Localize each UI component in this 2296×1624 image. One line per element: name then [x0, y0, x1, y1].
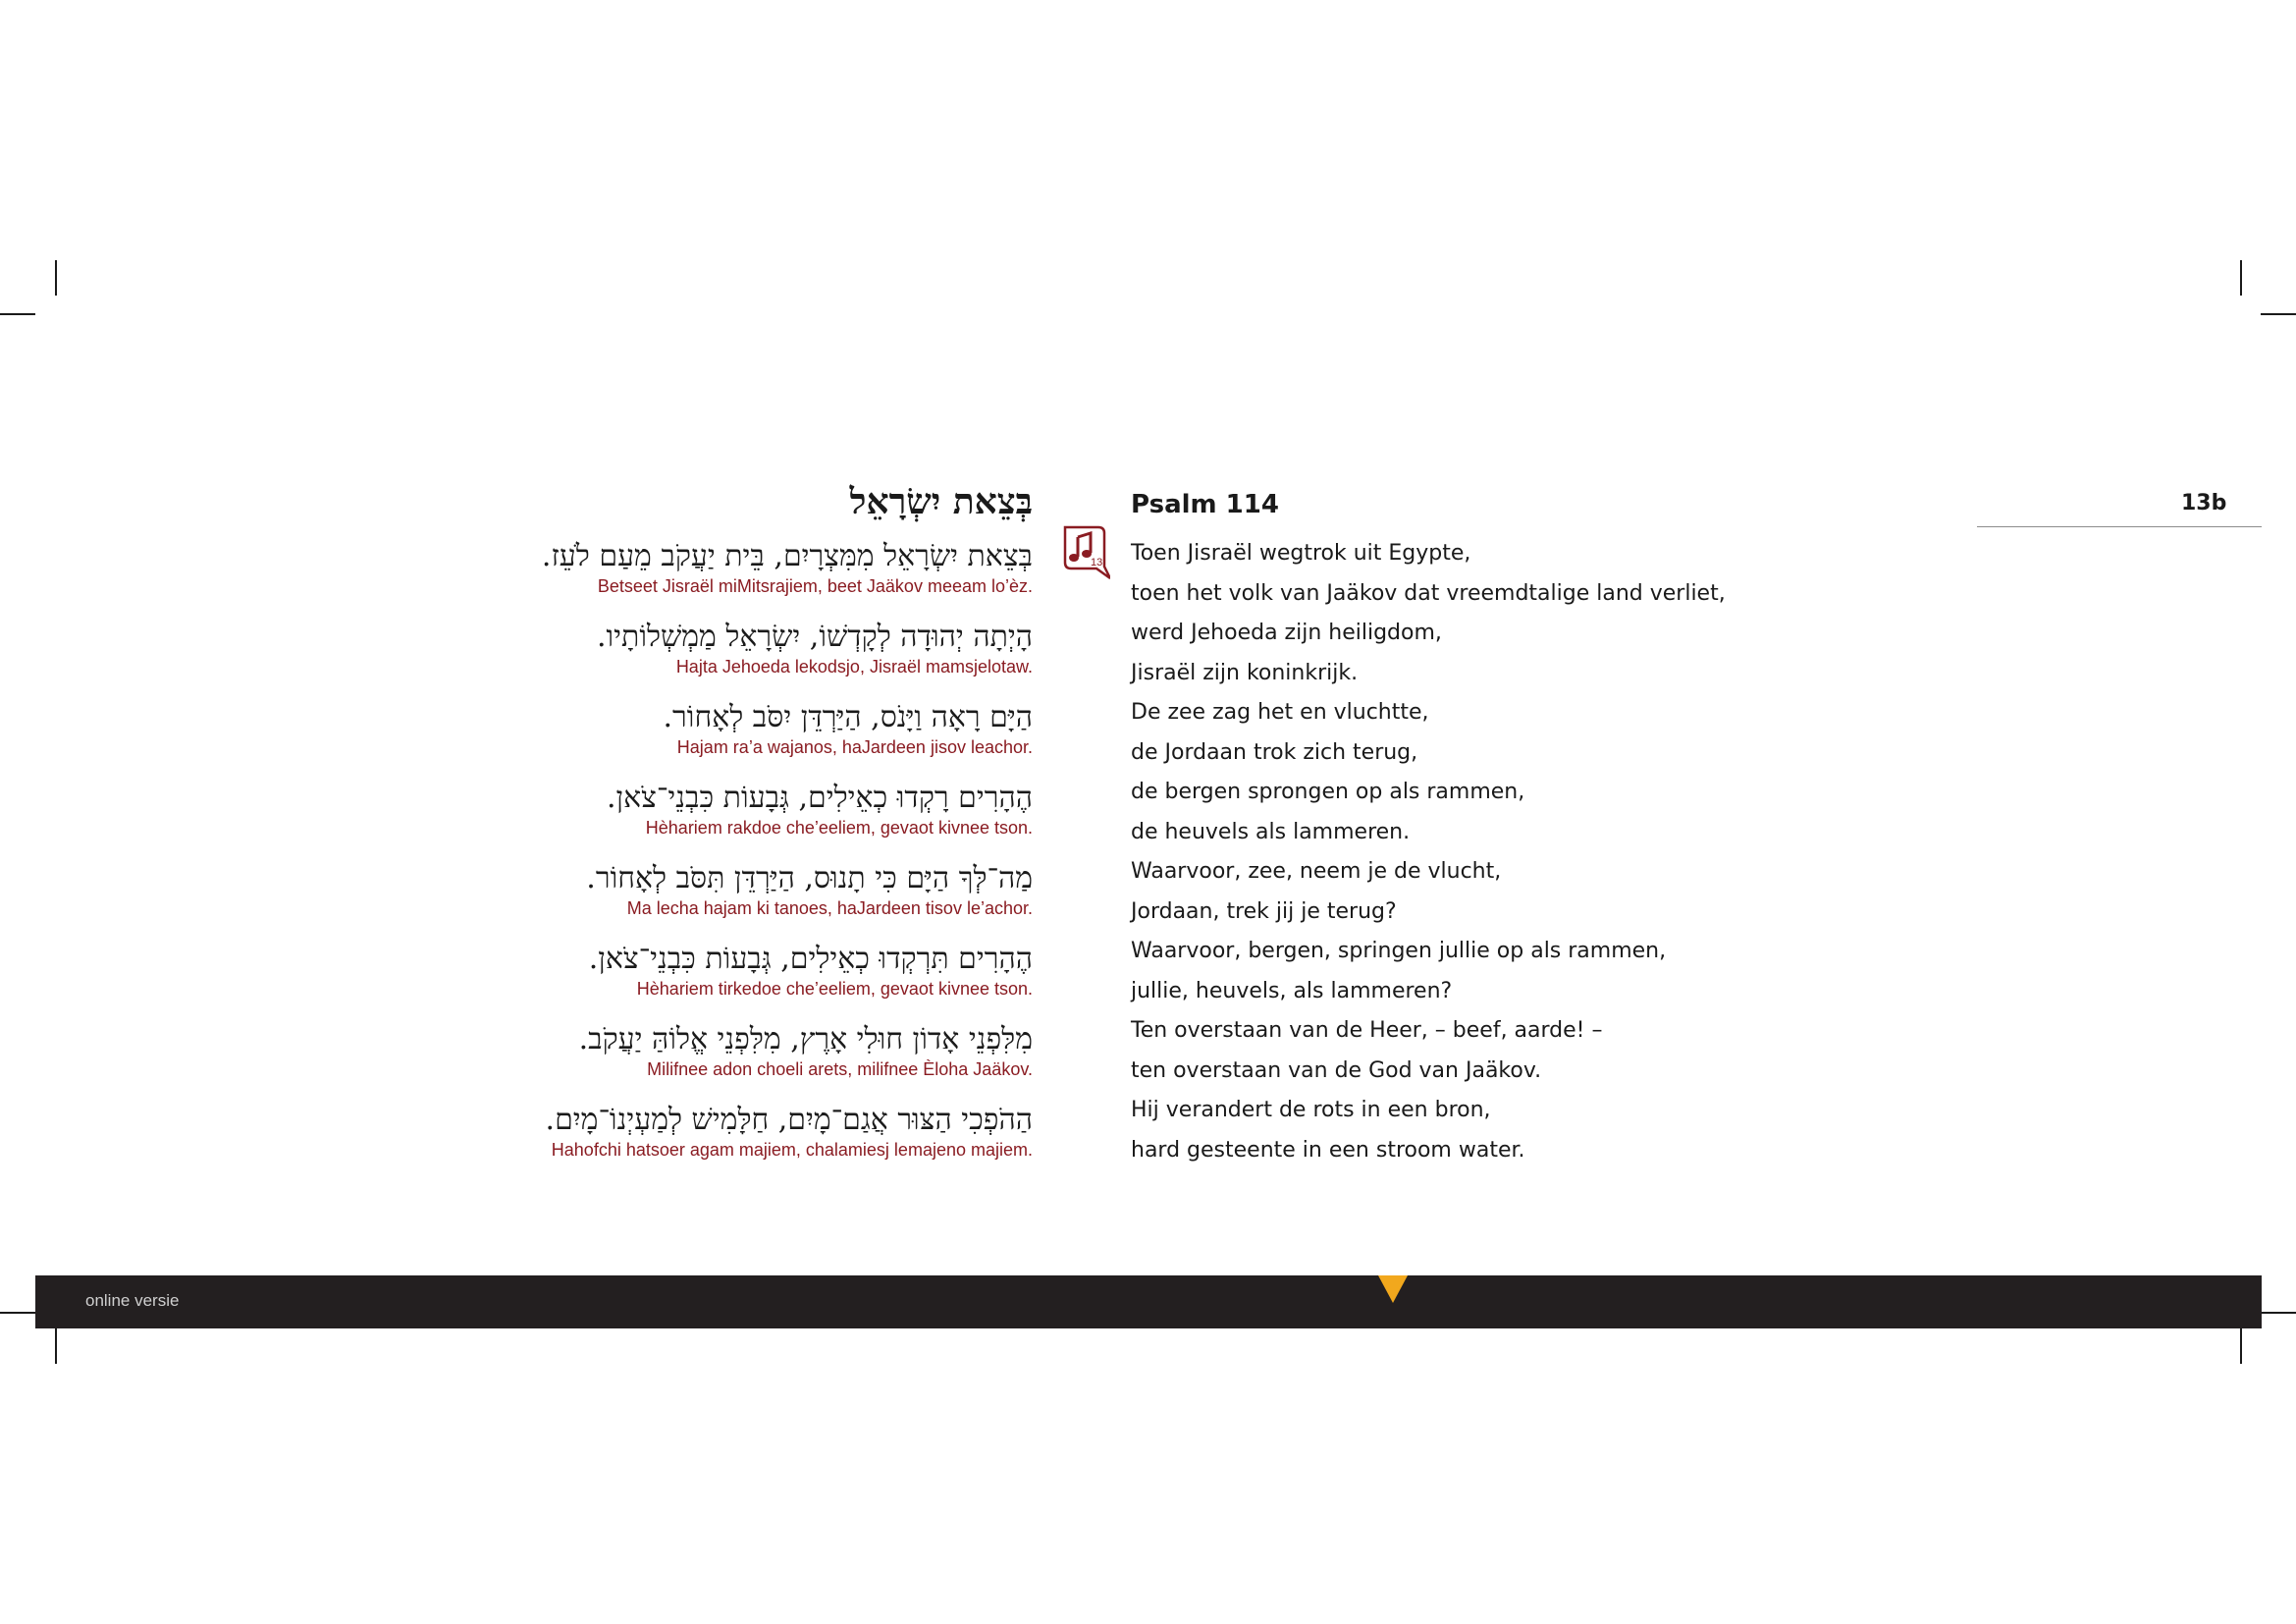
verse [412, 1102, 1033, 1161]
crop-mark [0, 313, 35, 315]
verse [412, 780, 1033, 839]
dutch-line: Waarvoor, zee, neem je de vlucht, [1131, 859, 1502, 884]
verse [412, 699, 1033, 758]
transliteration-line: Hèhariem rakdoe che’eeliem, gevaot kivnee tson. [645, 818, 1033, 838]
dutch-line: toen het volk van Jaäkov dat vreemdtalige land verliet, [1131, 580, 1726, 606]
transliteration-line: Ma lecha hajam ki tanoes, haJardeen tisov le’achor. [626, 898, 1033, 918]
footer-bar [35, 1275, 2262, 1328]
transliteration-line: Betseet Jisraël miMitsrajiem, beet Jaäkov meeam lo’èz. [597, 576, 1033, 596]
dutch-line: Jordaan, trek jij je terug? [1131, 898, 1397, 924]
dutch-line: werd Jehoeda zijn heiligdom, [1131, 621, 1442, 645]
hebrew-line: הַהֹפְכִי הַצּוּר אֲגַם־מָיִם, חַלָּמִישׁ לְמַעְיְנוֹ־מָיִם. [545, 1103, 1033, 1137]
dutch-line: de heuvels als lammeren. [1131, 819, 1411, 844]
transliteration-line: Milifnee adon choeli arets, milifnee Èloha Jaäkov. [647, 1059, 1033, 1079]
verse [412, 538, 1033, 597]
dutch-line: hard gesteente in een stroom water. [1131, 1137, 1525, 1163]
hebrew-line: הַיָּם רָאָה וַיָּנֹס, הַיַּרְדֵּן יִסֹּב לְאָחוֹר. [663, 700, 1033, 734]
dutch-line: Hij verandert de rots in een bron, [1131, 1098, 1491, 1122]
dutch-line: Ten overstaan van de Heer, – beef, aarde! – [1131, 1018, 1603, 1043]
verse [412, 1021, 1033, 1080]
hebrew-line: מַה־לְּךָ הַיָּם כִּי תָנוּס, הַיַּרְדֵּן תִּסֹּב לְאָחוֹר. [586, 861, 1033, 895]
hebrew-line: מִלִּפְנֵי אָדוֹן חוּלִי אָרֶץ, מִלִּפְנֵי אֱלוֹהַּ יַעֲקֹב. [578, 1022, 1033, 1056]
crop-mark [2240, 1328, 2242, 1364]
hebrew-column [412, 479, 1033, 1182]
dutch-line: De zee zag het en vluchtte, [1131, 700, 1429, 725]
dutch-line: de bergen sprongen op als rammen, [1131, 780, 1525, 804]
verse [412, 860, 1033, 919]
verse [412, 619, 1033, 677]
music-note-icon[interactable] [1061, 523, 1110, 582]
page-divider [1977, 526, 2262, 527]
dutch-line: Jisraël zijn koninkrijk. [1131, 660, 1359, 685]
transliteration-line: Hahofchi hatsoer agam majiem, chalamiesj lemajeno majiem. [551, 1140, 1033, 1160]
verse [412, 941, 1033, 1000]
crop-mark [2261, 313, 2296, 315]
dutch-line: Toen Jisraël wegtrok uit Egypte, [1131, 541, 1471, 566]
psalm-title: Psalm 114 [1131, 490, 1279, 519]
dutch-line: de Jordaan trok zich terug, [1131, 739, 1418, 765]
crop-mark [55, 1328, 57, 1364]
crop-mark [2261, 1312, 2296, 1314]
dutch-column [1131, 487, 1818, 1170]
hebrew-title: בְּצֵאת יִשְׂרָאֵל [849, 481, 1033, 522]
transliteration-line: Hajta Jehoeda lekodsjo, Jisraël mamsjelotaw. [675, 657, 1033, 677]
transliteration-line: Hajam ra’a wajanos, haJardeen jisov leachor. [676, 737, 1033, 757]
crop-mark [55, 260, 57, 296]
dutch-line: jullie, heuvels, als lammeren? [1131, 978, 1453, 1003]
crop-mark [0, 1312, 35, 1314]
hebrew-line: הֶהָרִים רָקְדוּ כְאֵילִים, גְּבָעוֹת כִּבְנֵי־צֹאן. [606, 781, 1033, 815]
triangle-marker-icon [1378, 1275, 1408, 1303]
music-number: 13 [1091, 557, 1103, 568]
transliteration-line: Hèhariem tirkedoe che’eeliem, gevaot kivnee tson. [636, 979, 1033, 999]
footer-label: online versie [85, 1291, 180, 1310]
crop-mark [2240, 260, 2242, 296]
dutch-line: Waarvoor, bergen, springen jullie op als rammen, [1131, 939, 1667, 963]
hebrew-line: בְּצֵאת יִשְׂרָאֵל מִמִּצְרָיִם, בֵּית יַעֲקֹב מֵעַם לֹעֵז. [541, 539, 1033, 573]
hebrew-line: הָיְתָה יְהוּדָה לְקָדְשׁוֹ, יִשְׂרָאֵל מַמְשְׁלוֹתָיו. [596, 620, 1033, 654]
page-number: 13b [2181, 491, 2227, 515]
hebrew-line: הֶהָרִים תִּרְקְדוּ כְאֵילִים, גְּבָעוֹת כִּבְנֵי־צֹאן. [588, 942, 1033, 976]
dutch-line: ten overstaan van de God van Jaäkov. [1131, 1057, 1542, 1083]
